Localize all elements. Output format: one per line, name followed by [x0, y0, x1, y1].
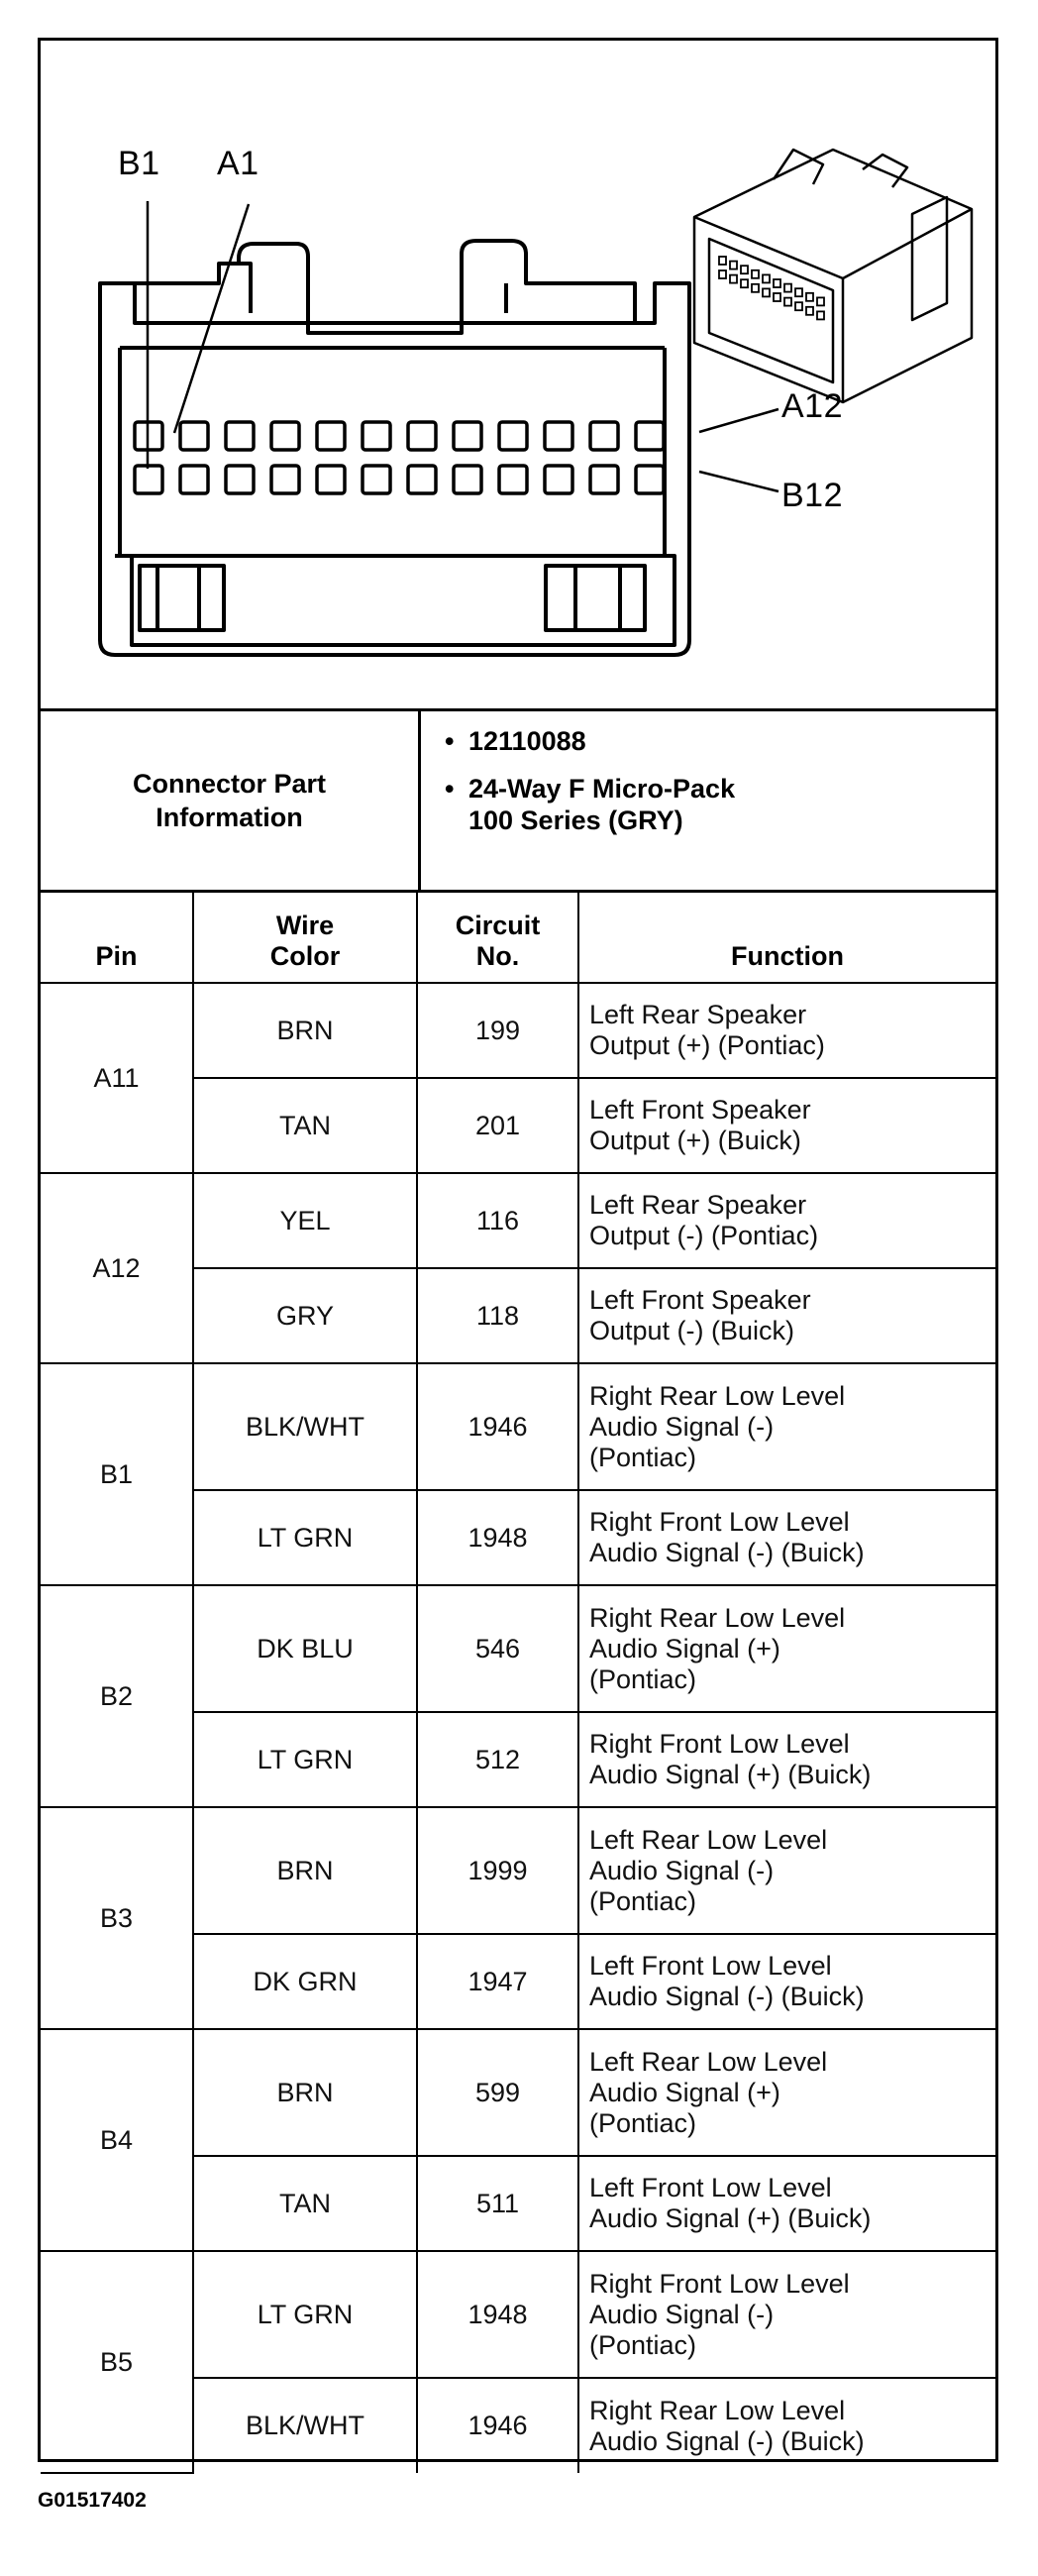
wire-color-cell: BRN — [193, 2029, 417, 2156]
pin-cavity-b — [545, 466, 572, 493]
connector-part-information — [41, 711, 995, 893]
pin-cavity-b — [636, 466, 664, 493]
wire-color-cell: TAN — [193, 2156, 417, 2251]
part-number: 12110088 — [468, 726, 586, 756]
function-cell — [578, 1585, 995, 1712]
pin-cell: A11 — [41, 983, 193, 1173]
connector-diagram — [41, 41, 995, 711]
mini-pin-cavity — [730, 262, 737, 269]
pin-cavity-b — [226, 466, 254, 493]
circuit-no-cell: 1946 — [417, 1363, 578, 1490]
function-line: Output (-) (Pontiac) — [589, 1221, 819, 1250]
connector-face-drawing — [41, 41, 995, 708]
mini-pin-cavity — [719, 257, 726, 265]
mini-pin-cavity — [795, 302, 802, 310]
mini-pin-cavity — [784, 284, 791, 292]
wire-color-cell: BLK/WHT — [193, 1363, 417, 1490]
function-line: Audio Signal (+) (Buick) — [589, 1760, 872, 1789]
function-line: Output (+) (Buick) — [589, 1126, 801, 1155]
circuit-no-cell: 511 — [417, 2156, 578, 2251]
function-line: Audio Signal (-) — [589, 1855, 775, 1885]
function-line: Left Rear Speaker — [589, 1000, 807, 1029]
function-line: Left Front Speaker — [589, 1095, 811, 1125]
circuit-no-cell: 1999 — [417, 1807, 578, 1934]
wire-color-cell: DK GRN — [193, 1934, 417, 2029]
pin-cavity-b — [135, 466, 162, 493]
function-cell — [578, 1934, 995, 2029]
connector-info-heading-line1: Connector Part — [132, 769, 327, 799]
pin-label-a12: A12 — [781, 387, 843, 425]
wire-color-cell: TAN — [193, 1078, 417, 1173]
pin-label-b1: B1 — [118, 145, 160, 182]
function-cell — [578, 1078, 995, 1173]
pin-label-b12: B12 — [781, 477, 843, 514]
header-wire-color: Wire Color — [193, 893, 417, 983]
pin-cavity-b — [317, 466, 345, 493]
header-pin: Pin — [41, 893, 193, 983]
mini-pin-cavity — [719, 270, 726, 278]
wire-color-cell: DK BLU — [193, 1585, 417, 1712]
table-row — [41, 983, 995, 1078]
function-cell — [578, 1807, 995, 1934]
table-row — [41, 1585, 995, 1712]
function-line: Right Front Low Level — [589, 1507, 850, 1537]
pin-cavity-b — [271, 466, 299, 493]
circuit-no-cell: 1948 — [417, 1490, 578, 1585]
header-function: Function — [578, 893, 995, 983]
wire-color-cell: LT GRN — [193, 1712, 417, 1807]
pin-cavity-a — [454, 422, 481, 450]
pin-cavity-a — [636, 422, 664, 450]
function-line: Left Front Low Level — [589, 2173, 832, 2202]
circuit-no-cell: 512 — [417, 1712, 578, 1807]
circuit-no-cell: 1947 — [417, 1934, 578, 2029]
function-line: (Pontiac) — [589, 1442, 697, 1472]
mini-pin-cavity — [741, 266, 748, 273]
function-line: Audio Signal (-) — [589, 1411, 775, 1442]
pin-cavity-b — [180, 466, 208, 493]
function-line: (Pontiac) — [589, 1664, 697, 1694]
pin-cavity-a — [590, 422, 618, 450]
circuit-no-cell: 201 — [417, 1078, 578, 1173]
mini-pin-cavity — [817, 297, 824, 305]
part-number-item — [445, 725, 586, 757]
pin-cell: B3 — [41, 1807, 193, 2029]
function-cell — [578, 1268, 995, 1363]
circuit-no-cell: 1948 — [417, 2251, 578, 2378]
mini-pin-cavity — [817, 311, 824, 319]
mini-pin-cavity — [795, 288, 802, 296]
wire-color-cell: GRY — [193, 1268, 417, 1363]
mini-pin-cavity — [763, 288, 770, 296]
function-line: Left Front Low Level — [589, 1951, 832, 1981]
bullet-icon: • — [445, 774, 455, 804]
pinout-table — [41, 893, 995, 2474]
pin-cavity-b — [408, 466, 436, 493]
function-cell — [578, 1712, 995, 1807]
mini-pin-cavity — [752, 270, 759, 278]
wire-color-cell: LT GRN — [193, 1490, 417, 1585]
table-row — [41, 1807, 995, 1934]
function-line: Right Front Low Level — [589, 2268, 850, 2299]
circuit-no-cell: 116 — [417, 1173, 578, 1268]
pin-cell: B5 — [41, 2251, 193, 2473]
circuit-no-cell: 118 — [417, 1268, 578, 1363]
function-line: Audio Signal (+) — [589, 1633, 780, 1664]
pin-cavity-b — [590, 466, 618, 493]
connector-info-values — [421, 711, 995, 890]
pin-cavity-a — [408, 422, 436, 450]
figure-id: G01517402 — [38, 2489, 147, 2512]
pin-cavity-a — [226, 422, 254, 450]
connector-sheet — [38, 38, 998, 2462]
function-line: Audio Signal (-) (Buick) — [589, 2425, 865, 2456]
connector-info-heading — [41, 711, 421, 890]
pin-cavity-a — [317, 422, 345, 450]
pin-cavity-b — [499, 466, 527, 493]
function-line: Audio Signal (+) (Buick) — [589, 2203, 872, 2233]
function-line: (Pontiac) — [589, 2329, 697, 2360]
function-line: Left Rear Speaker — [589, 1190, 807, 1220]
mini-pin-cavity — [784, 298, 791, 306]
function-cell — [578, 983, 995, 1078]
mini-pin-cavity — [741, 279, 748, 287]
function-line: Left Rear Low Level — [589, 1824, 828, 1855]
table-row — [41, 2029, 995, 2156]
mini-pin-cavity — [774, 293, 780, 301]
wire-color-cell: BRN — [193, 983, 417, 1078]
mini-pin-cavity — [763, 274, 770, 282]
function-line: Audio Signal (+) — [589, 2077, 780, 2107]
pin-label-a1: A1 — [217, 145, 260, 182]
wire-color-cell: YEL — [193, 1173, 417, 1268]
function-line: (Pontiac) — [589, 2107, 697, 2138]
pin-cavity-b — [363, 466, 390, 493]
function-line: Right Rear Low Level — [589, 1602, 846, 1633]
function-line: Output (-) (Buick) — [589, 1316, 795, 1345]
function-line: Left Rear Low Level — [589, 2046, 828, 2077]
table-row — [41, 1173, 995, 1268]
pin-cell: B1 — [41, 1363, 193, 1585]
pin-cell: A12 — [41, 1173, 193, 1363]
function-cell — [578, 2029, 995, 2156]
connector-type-item — [445, 773, 735, 836]
table-row — [41, 2251, 995, 2378]
pin-cell: B2 — [41, 1585, 193, 1807]
function-cell — [578, 2156, 995, 2251]
mini-pin-cavity — [774, 279, 780, 287]
circuit-no-cell: 546 — [417, 1585, 578, 1712]
connector-type-line1: 24-Way F Micro-Pack — [468, 774, 736, 804]
function-line: Audio Signal (-) — [589, 2299, 775, 2329]
function-cell — [578, 1363, 995, 1490]
connector-info-heading-line2: Information — [156, 803, 303, 832]
pin-cavity-a — [271, 422, 299, 450]
function-cell — [578, 1490, 995, 1585]
circuit-no-cell: 199 — [417, 983, 578, 1078]
function-line: Right Rear Low Level — [589, 2395, 846, 2425]
wire-color-cell: LT GRN — [193, 2251, 417, 2378]
function-cell — [578, 2251, 995, 2378]
mini-pin-cavity — [730, 275, 737, 283]
function-line: Right Rear Low Level — [589, 1380, 846, 1411]
connector-type-line2: 100 Series (GRY) — [468, 805, 683, 835]
wire-color-cell: BRN — [193, 1807, 417, 1934]
table-row — [41, 1363, 995, 1490]
pin-cavity-a — [499, 422, 527, 450]
pin-cavity-b — [454, 466, 481, 493]
circuit-no-cell: 599 — [417, 2029, 578, 2156]
pin-cavity-a — [180, 422, 208, 450]
function-line: Left Front Speaker — [589, 1285, 811, 1315]
pin-cavity-a — [363, 422, 390, 450]
mini-pin-cavity — [752, 284, 759, 292]
function-line: (Pontiac) — [589, 1885, 697, 1916]
table-header-row — [41, 893, 995, 983]
function-line: Audio Signal (-) (Buick) — [589, 1982, 865, 2011]
function-cell — [578, 1173, 995, 1268]
bullet-icon: • — [445, 726, 455, 756]
wire-color-cell: BLK/WHT — [193, 2378, 417, 2473]
function-line: Audio Signal (-) (Buick) — [589, 1538, 865, 1567]
circuit-no-cell: 1946 — [417, 2378, 578, 2473]
header-circuit-no: Circuit No. — [417, 893, 578, 983]
pin-cavity-a — [545, 422, 572, 450]
pin-cell: B4 — [41, 2029, 193, 2251]
mini-pin-cavity — [806, 307, 813, 315]
function-line: Output (+) (Pontiac) — [589, 1030, 825, 1060]
mini-pin-cavity — [806, 293, 813, 301]
function-line: Right Front Low Level — [589, 1729, 850, 1759]
function-cell — [578, 2378, 995, 2473]
